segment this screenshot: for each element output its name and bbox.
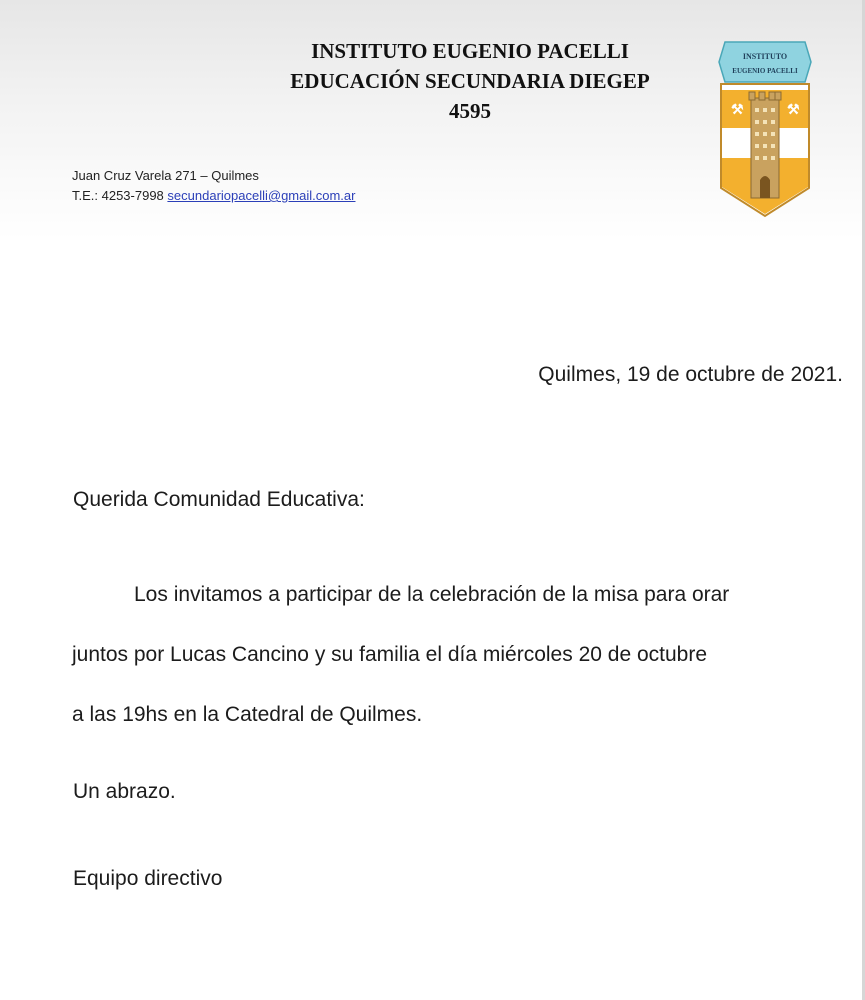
school-crest-tower-icon — [715, 40, 815, 218]
address-text: Juan Cruz Varela 271 – Quilmes — [72, 168, 259, 183]
letter-closing: Un abrazo. — [73, 780, 176, 803]
svg-text:⚒: ⚒ — [731, 103, 744, 118]
letter-signature: Equipo directivo — [73, 867, 223, 890]
body-line: a las 19hs en la Catedral de Quilmes. — [72, 703, 423, 726]
institution-title — [215, 36, 725, 126]
letter-body — [72, 565, 852, 745]
letter-date: Quilmes, 19 de octubre de 2021. — [538, 363, 843, 386]
phone-text: T.E.: 4253-7998 — [72, 188, 164, 203]
contact-info — [72, 166, 355, 206]
institution-level: EDUCACIÓN SECUNDARIA DIEGEP — [290, 69, 650, 93]
crest-banner-line-1: INSTITUTO — [742, 52, 788, 61]
email-link[interactable]: secundariopacelli@gmail.com.ar — [167, 188, 356, 203]
institution-name: INSTITUTO EUGENIO PACELLI — [311, 39, 629, 63]
institution-number: 4595 — [449, 99, 491, 123]
crest-banner-line-2: EUGENIO PACELLI — [732, 67, 798, 75]
phone-email-line — [72, 186, 355, 206]
letter-salutation: Querida Comunidad Educativa: — [73, 488, 365, 511]
svg-text:⚒: ⚒ — [787, 103, 800, 118]
body-line: Los invitamos a participar de la celebración de la misa para orar — [134, 583, 730, 606]
body-line: juntos por Lucas Cancino y su familia el día miércoles 20 de octubre — [72, 643, 708, 666]
